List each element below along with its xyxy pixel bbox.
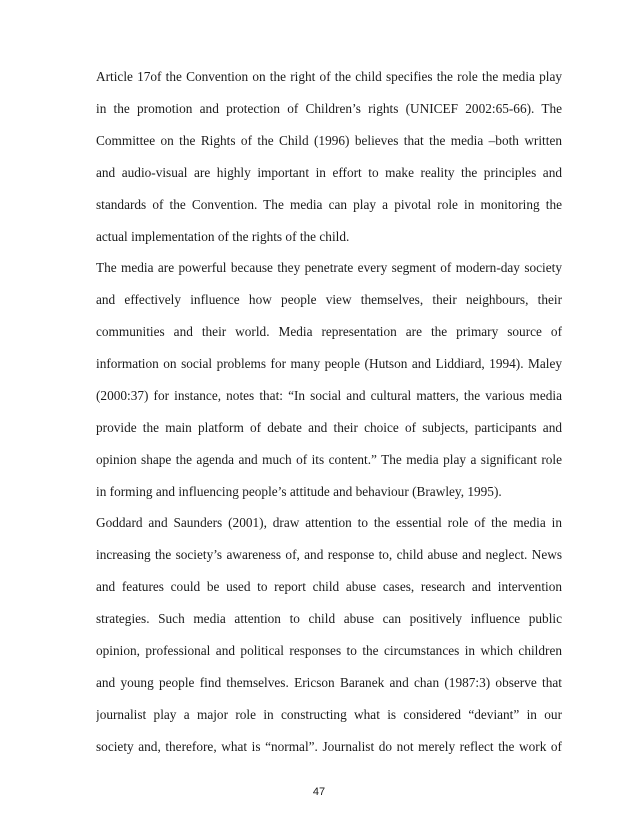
text-line-1: Article 17of the Convention on the right of the child specifies the role the media play [96, 69, 562, 84]
text-line-4: and audio-visual are highly important in effort to make reality the principles and [96, 165, 562, 180]
text-line-5: standards of the Convention. The media can play a pivotal role in monitoring the [96, 197, 562, 212]
page-number: 47 [312, 786, 326, 798]
text-line-10: information on social problems for many people (Hutson and Liddiard, 1994). Maley [96, 356, 562, 371]
text-line-7: The media are powerful because they penetrate every segment of modern-day society [96, 260, 562, 275]
text-line-11: (2000:37) for instance, notes that: “In social and cultural matters, the various media [96, 388, 562, 403]
text-line-22: society and, therefore, what is “normal”. Journalist do not merely reflect the work of [96, 739, 562, 754]
text-line-14: in forming and influencing people’s attitude and behaviour (Brawley, 1995). [96, 484, 502, 499]
text-line-6: actual implementation of the rights of the child. [96, 229, 350, 244]
text-line-20: and young people find themselves. Ericson Baranek and chan (1987:3) observe that [96, 675, 562, 690]
text-line-12: provide the main platform of debate and their choice of subjects, participants and [96, 420, 562, 435]
text-line-19: opinion, professional and political responses to the circumstances in which children [96, 643, 562, 658]
text-line-18: strategies. Such media attention to child abuse can positively influence public [96, 611, 562, 626]
text-line-3: Committee on the Rights of the Child (1996) believes that the media –both written [96, 133, 562, 148]
text-line-8: and effectively influence how people view themselves, their neighbours, their [96, 292, 562, 307]
text-line-21: journalist play a major role in constructing what is considered “deviant” in our [96, 707, 562, 722]
text-line-13: opinion shape the agenda and much of its content.” The media play a significant role [96, 452, 562, 467]
text-line-17: and features could be used to report child abuse cases, research and intervention [96, 579, 562, 594]
text-line-16: increasing the society’s awareness of, and response to, child abuse and neglect. News [96, 547, 562, 562]
text-line-15: Goddard and Saunders (2001), draw attention to the essential role of the media in [96, 515, 562, 530]
text-line-9: communities and their world. Media representation are the primary source of [96, 324, 562, 339]
text-line-2: in the promotion and protection of Children’s rights (UNICEF 2002:65-66). The [96, 101, 562, 116]
